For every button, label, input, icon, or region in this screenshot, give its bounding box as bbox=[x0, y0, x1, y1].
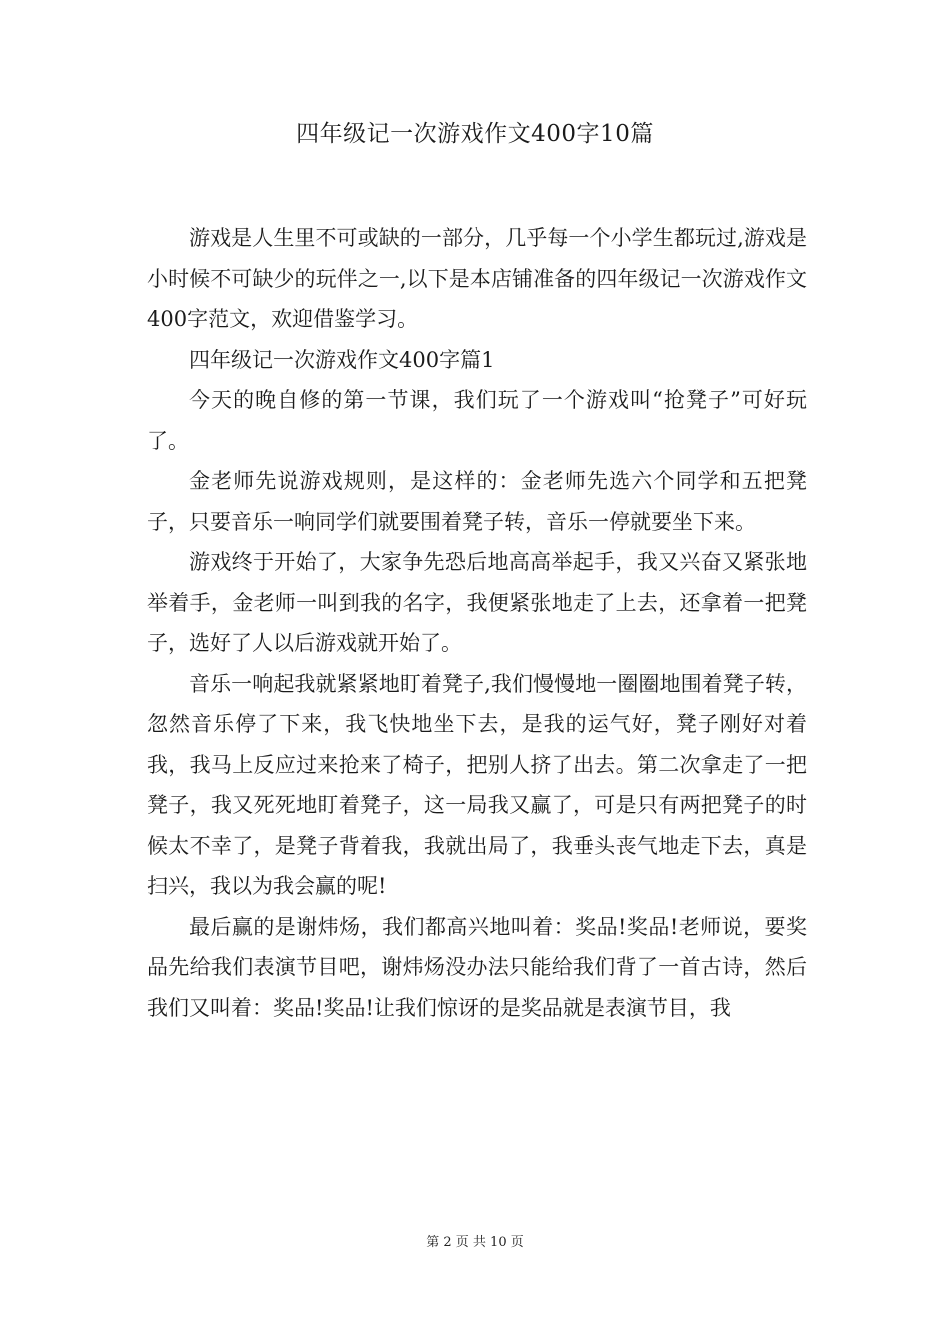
page-number-footer: 第 2 页 共 10 页 bbox=[426, 1235, 524, 1250]
section-heading: 四年级记一次游戏作文400字篇1 bbox=[189, 347, 495, 372]
body-paragraph: 音乐一响起我就紧紧地盯着凳子,我们慢慢地一圈圈地围着凳子转，忽然音乐停了下来，我飞快地坐下去，是我的运气好，凳子刚好对着我，我马上反应过来抢来了椅子，把别人挤了出去。第二次拿走了一把凳子，我又死死地盯着凳子，这一局我又赢了，可是只有两把凳子的时候太不幸了，是凳子背着我，我就出局了，我垂头丧气地走下去，真是扫兴，我以为我会赢的呢! bbox=[147, 671, 807, 898]
document-body bbox=[147, 218, 807, 1028]
body-paragraph: 最后赢的是谢炜炀，我们都高兴地叫着：奖品!奖品!老师说，要奖品先给我们表演节目吧，谢炜炀没办法只能给我们背了一首古诗，然后我们又叫着：奖品!奖品!让我们惊讶的是奖品就是表演节目，我 bbox=[147, 914, 807, 1020]
body-paragraph: 游戏终于开始了，大家争先恐后地高高举起手，我又兴奋又紧张地举着手，金老师一叫到我的名字，我便紧张地走了上去，还拿着一把凳子，选好了人以后游戏就开始了。 bbox=[147, 550, 807, 655]
body-paragraph: 今天的晚自修的第一节课，我们玩了一个游戏叫“抢凳子”可好玩了。 bbox=[147, 388, 807, 453]
document-title: 四年级记一次游戏作文400字10篇 bbox=[296, 121, 654, 147]
body-paragraph: 金老师先说游戏规则，是这样的：金老师先选六个同学和五把凳子，只要音乐一响同学们就要围着凳子转，音乐一停就要坐下来。 bbox=[147, 469, 807, 534]
intro-paragraph: 游戏是人生里不可或缺的一部分，几乎每一个小学生都玩过,游戏是小时候不可缺少的玩伴之一,以下是本店铺准备的四年级记一次游戏作文400字范文，欢迎借鉴学习。 bbox=[147, 226, 807, 331]
